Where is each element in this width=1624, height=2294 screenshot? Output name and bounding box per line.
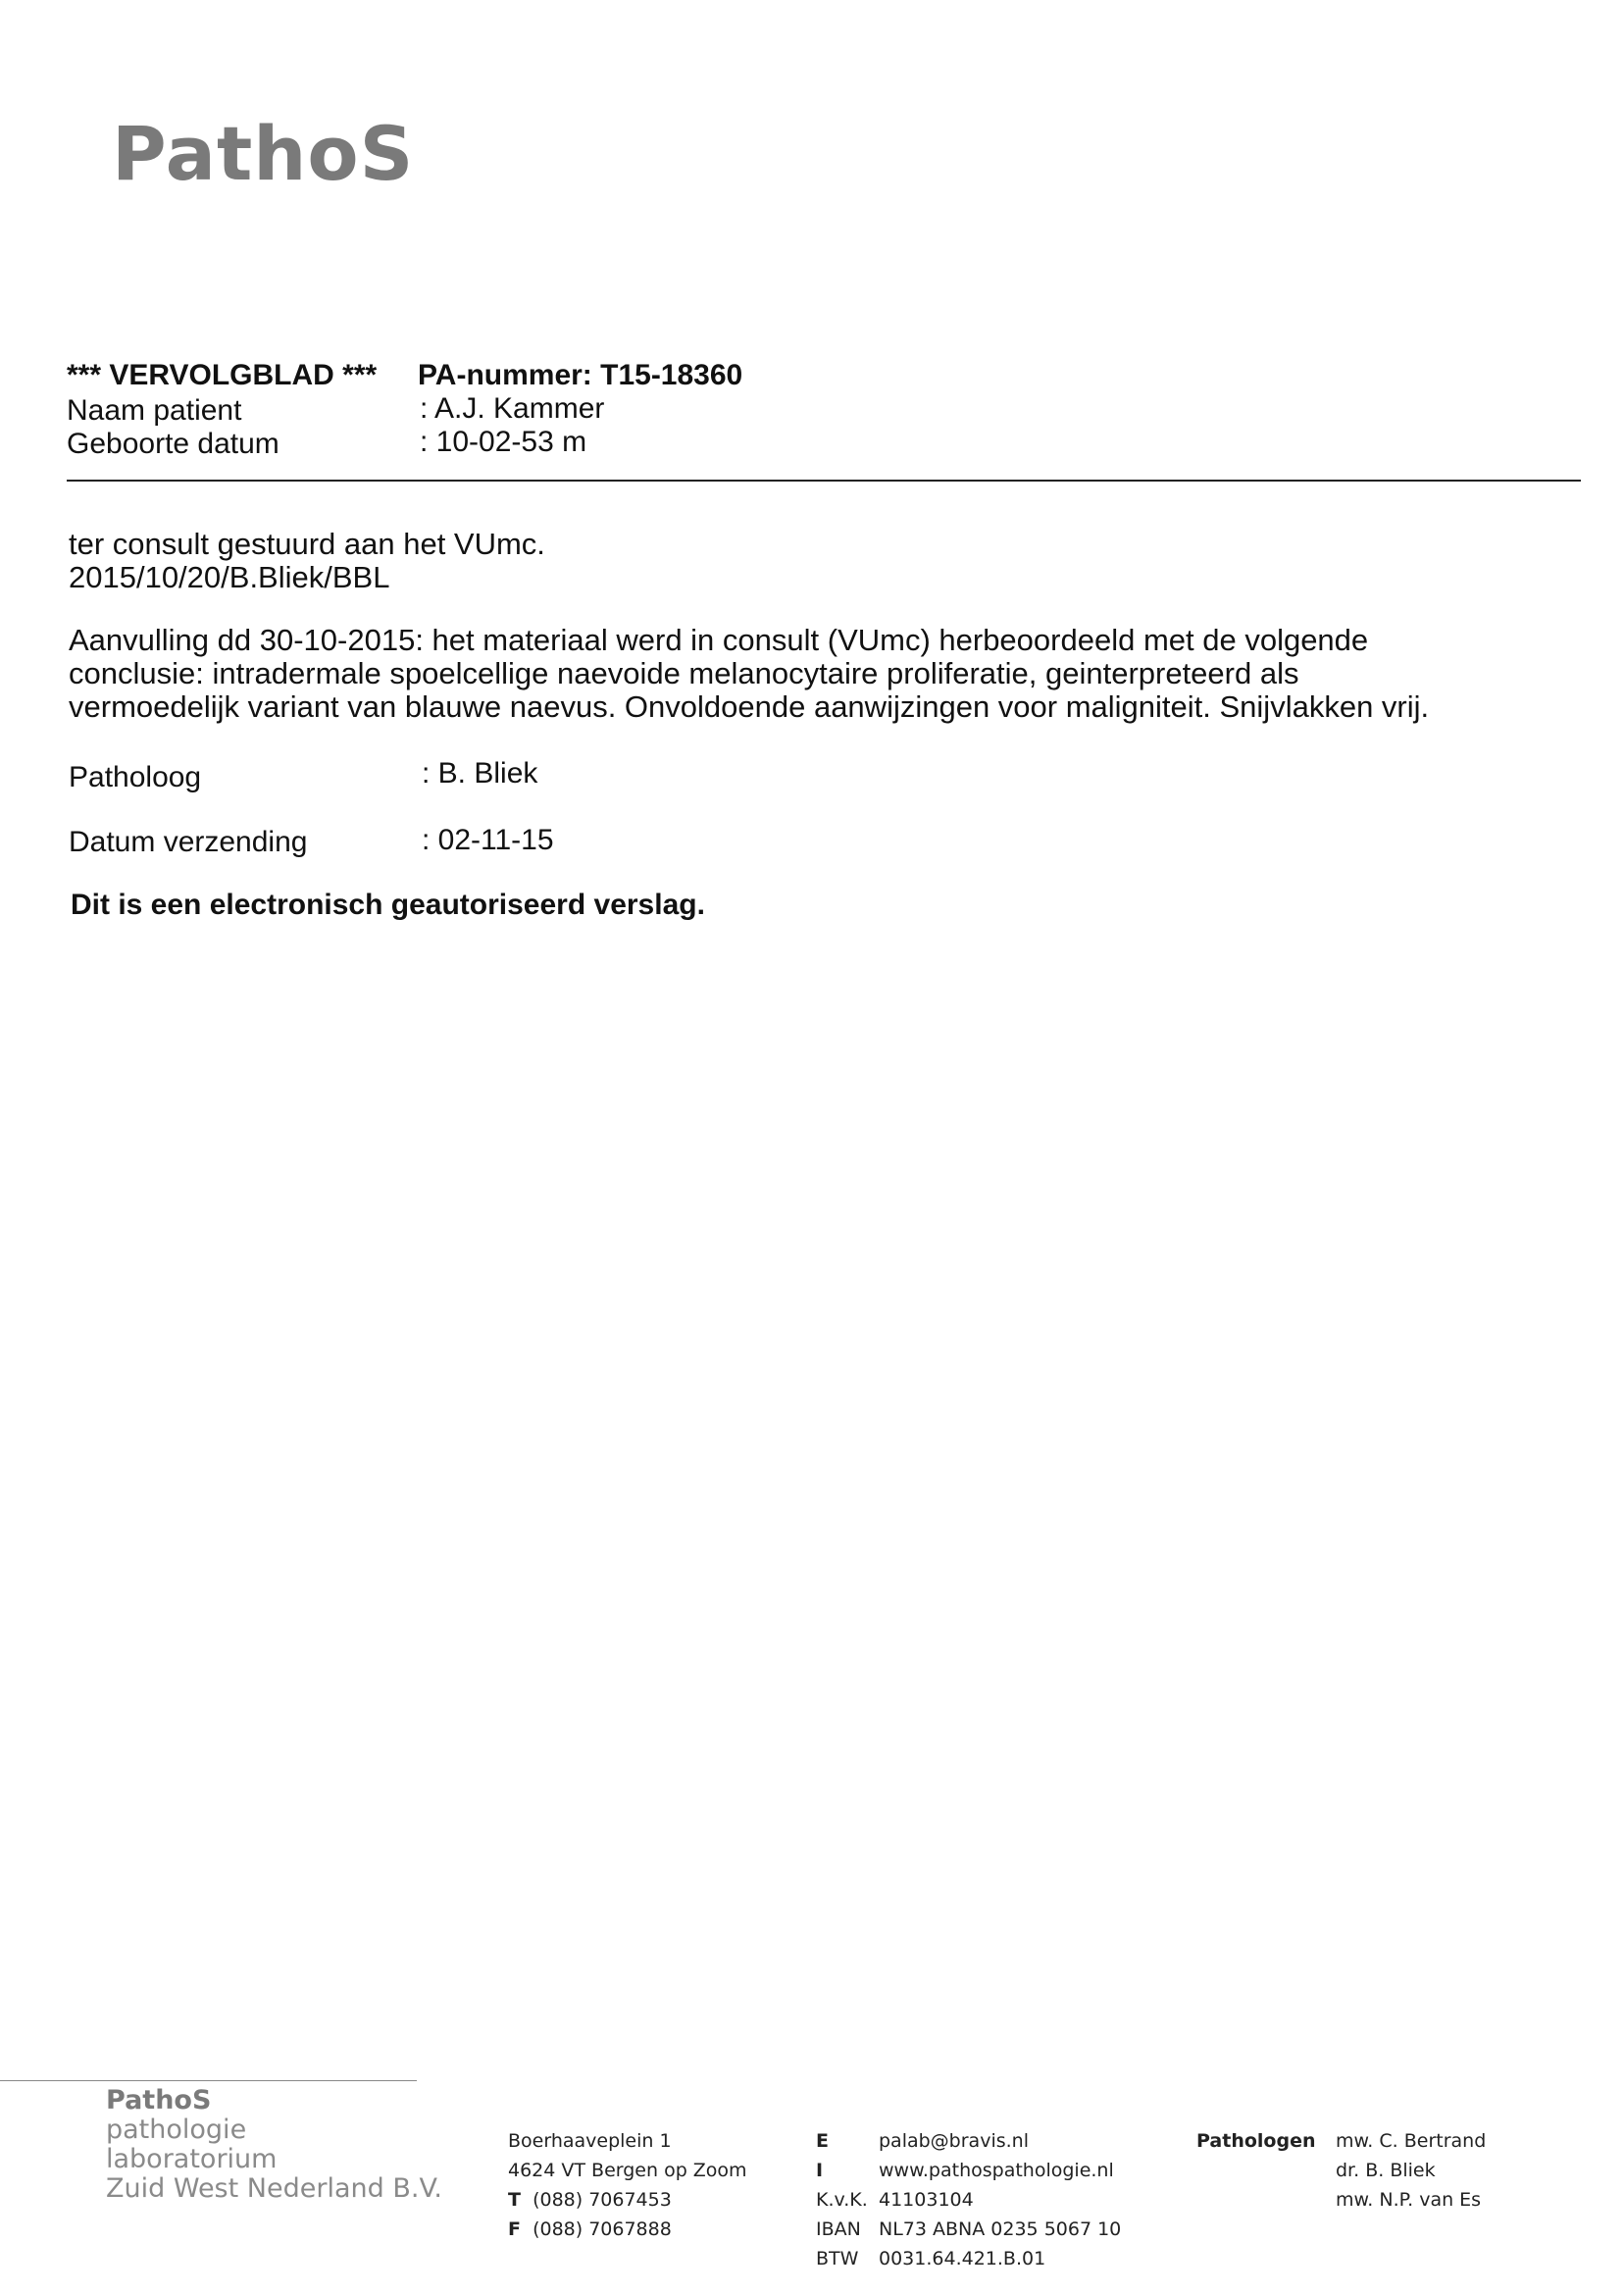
footer-brand <box>106 2086 442 2204</box>
contact-email <box>816 2126 1121 2156</box>
iban-key: IBAN <box>816 2218 861 2240</box>
dob-label: Geboorte datum <box>67 428 279 460</box>
footer-contact <box>816 2126 1121 2273</box>
datum-verzending-label: Datum verzending <box>69 826 308 858</box>
footer-address <box>508 2126 747 2244</box>
patholoog-value: : B. Bliek <box>422 757 538 790</box>
contact-kvk <box>816 2185 1121 2215</box>
header-divider <box>67 480 1581 482</box>
pathologist-3: mw. N.P. van Es <box>1336 2189 1482 2211</box>
footer-brand-line-1: pathologie <box>106 2115 247 2145</box>
address-city: 4624 VT Bergen op Zoom <box>508 2160 747 2181</box>
website-value[interactable]: www.pathospathologie.nl <box>879 2160 1114 2181</box>
pathologist-2: dr. B. Bliek <box>1336 2160 1436 2181</box>
footer-brand-line-2: laboratorium <box>106 2144 278 2174</box>
footer-brand-name: PathoS <box>106 2085 212 2116</box>
contact-btw <box>816 2244 1121 2273</box>
pa-number: PA-nummer: T15-18360 <box>418 359 743 391</box>
pathologists-list <box>1336 2126 1486 2215</box>
name-label: Naam patient <box>67 394 242 427</box>
footer-divider <box>0 2080 417 2081</box>
authorization-statement: Dit is een electronisch geautoriseerd verslag. <box>71 889 705 921</box>
footer-brand-line-3: Zuid West Nederland B.V. <box>106 2173 443 2204</box>
address-street: Boerhaaveplein 1 <box>508 2130 672 2152</box>
email-key: E <box>816 2130 829 2152</box>
contact-website <box>816 2156 1121 2185</box>
pathologist-1: mw. C. Bertrand <box>1336 2130 1487 2152</box>
addendum-line-2: conclusie: intradermale spoelcellige naevoide melanocytaire proliferatie, geinterpreteerd als <box>69 656 1299 690</box>
pathos-logo: PathoS <box>112 110 415 197</box>
addendum-line-1: Aanvulling dd 30-10-2015: het materiaal werd in consult (VUmc) herbeoordeeld met de volgende <box>69 623 1369 657</box>
name-value: : A.J. Kammer <box>420 392 605 425</box>
consult-line: ter consult gestuurd aan het VUmc. <box>69 527 545 561</box>
dob-value: : 10-02-53 m <box>420 426 587 458</box>
reference-line: 2015/10/20/B.Bliek/BBL <box>69 560 390 594</box>
btw-key: BTW <box>816 2248 859 2269</box>
kvk-key: K.v.K. <box>816 2189 868 2211</box>
sheet-label: *** VERVOLGBLAD *** <box>67 359 378 391</box>
address-phone <box>508 2185 747 2215</box>
contact-iban <box>816 2215 1121 2244</box>
btw-value: 0031.64.421.B.01 <box>879 2248 1046 2269</box>
iban-value: NL73 ABNA 0235 5067 10 <box>879 2218 1122 2240</box>
addendum-line-3: vermoedelijk variant van blauwe naevus. Onvoldoende aanwijzingen voor maligniteit. Snijvlakken vrij. <box>69 689 1430 724</box>
phone-key: T <box>508 2189 521 2211</box>
fax-key: F <box>508 2218 521 2240</box>
pathologists-label: Pathologen <box>1196 2130 1316 2152</box>
patholoog-label: Patholoog <box>69 761 202 793</box>
address-fax <box>508 2215 747 2244</box>
kvk-value: 41103104 <box>879 2189 974 2211</box>
fax-number: (088) 7067888 <box>533 2218 672 2240</box>
website-key: I <box>816 2160 824 2181</box>
email-value[interactable]: palab@bravis.nl <box>879 2130 1029 2152</box>
phone-number: (088) 7067453 <box>533 2189 672 2211</box>
datum-verzending-value: : 02-11-15 <box>422 824 554 856</box>
